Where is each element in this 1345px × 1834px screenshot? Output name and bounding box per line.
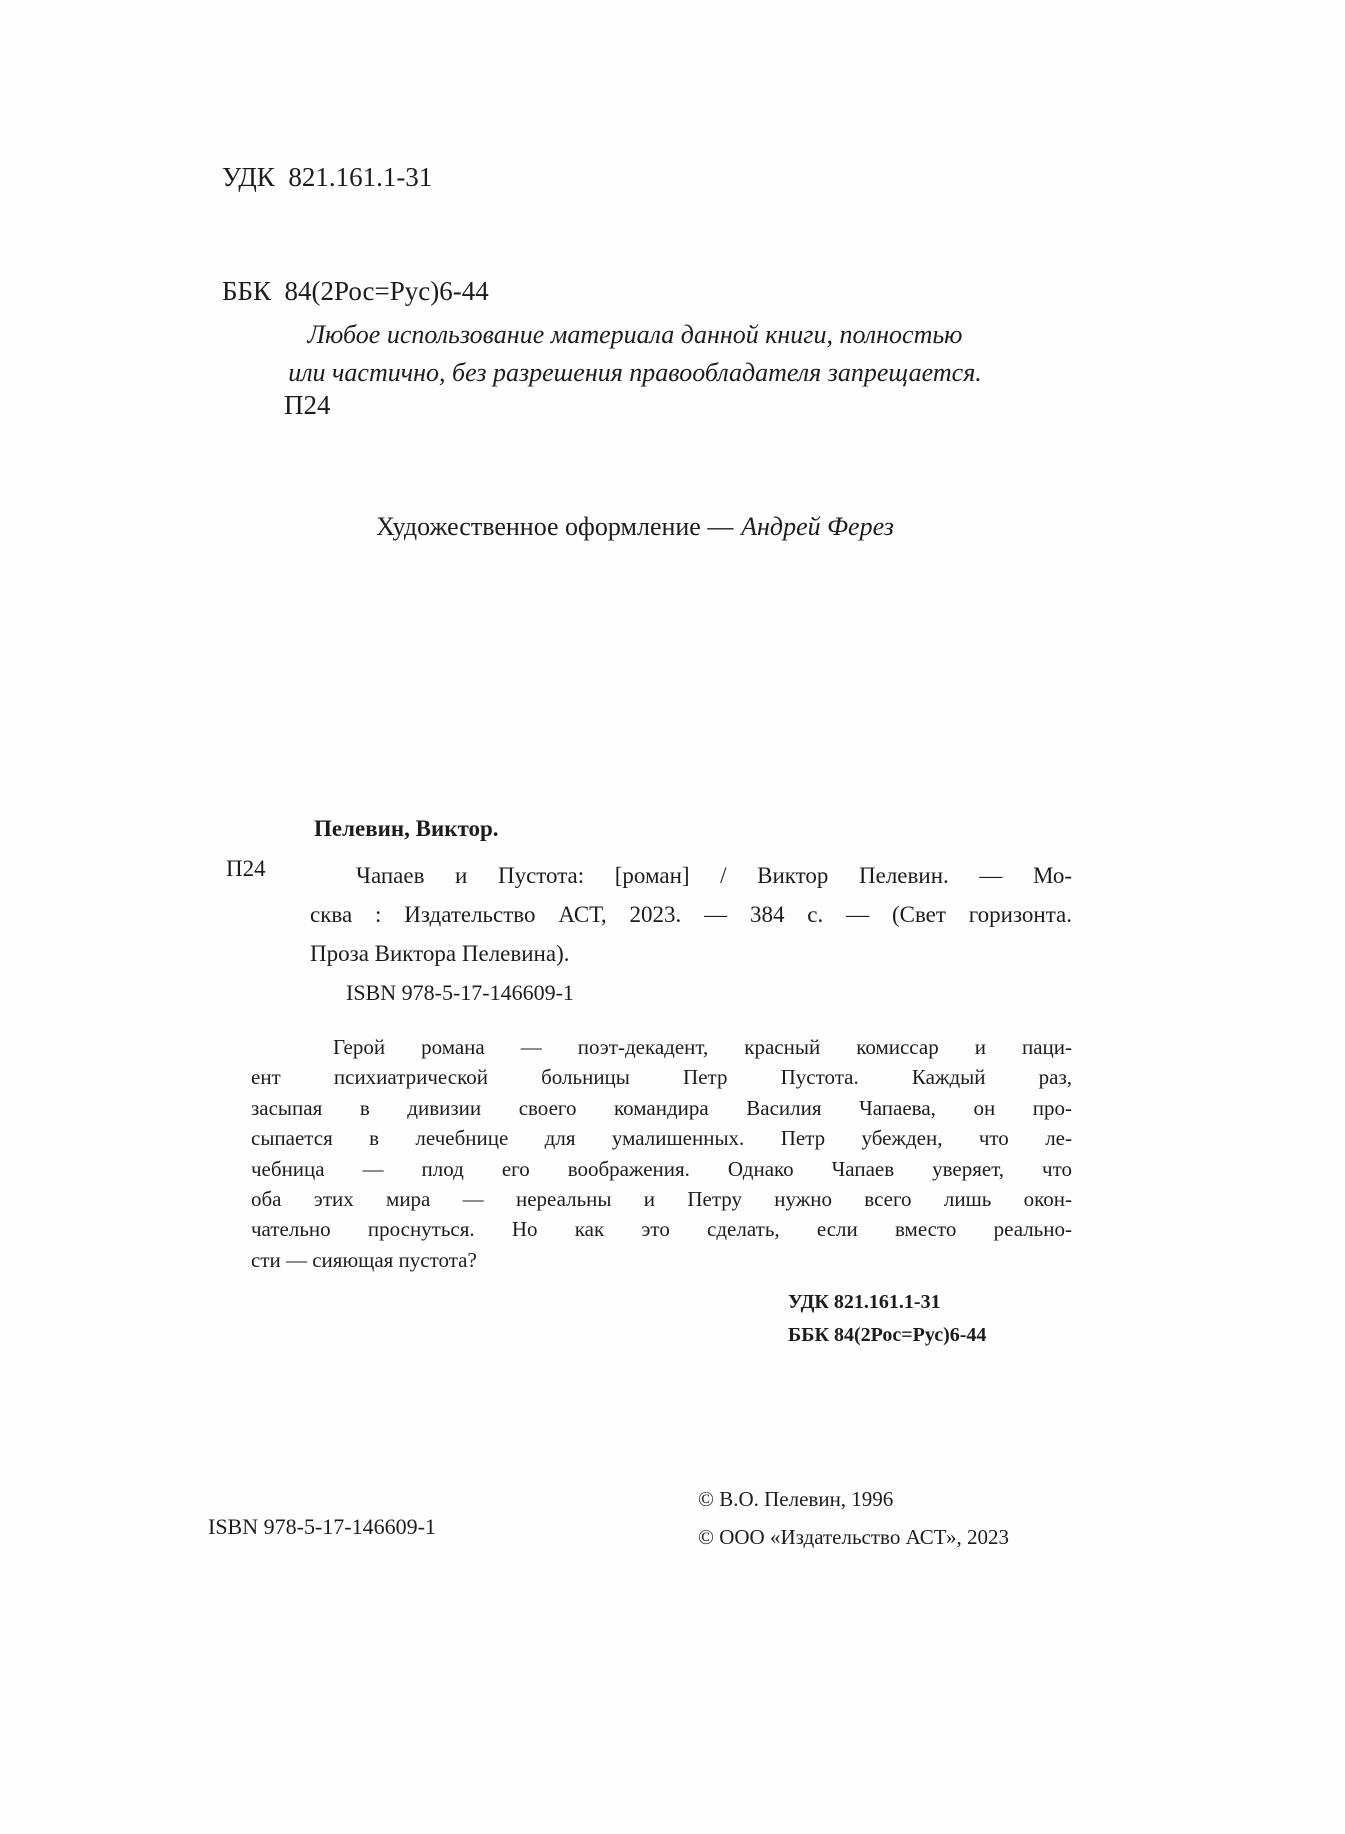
annotation-line: чательно проснуться. Но как это сделать, если вместо реально- <box>251 1217 1072 1242</box>
bibliographic-entry-line: Проза Виктора Пелевина). <box>310 941 570 966</box>
rights-notice-line: или частично, без разрешения правообладателя запрещается. <box>288 358 982 387</box>
annotation-line: чебница — плод его воображения. Однако Чапаев уверяет, что <box>251 1156 1072 1181</box>
author-heading: Пелевин, Виктор. <box>314 816 499 841</box>
annotation-line: ент психиатрической больницы Петр Пустота. Каждый раз, <box>251 1065 1072 1090</box>
annotation-line: сти — сияющая пустота? <box>251 1247 477 1272</box>
copyright-author: © В.О. Пелевин, 1996 <box>698 1487 894 1511</box>
design-credit-label: Художественное оформление — <box>376 512 734 541</box>
catalog-author-sign: П24 <box>226 856 266 881</box>
design-credit <box>215 512 1055 542</box>
catalog-isbn: ISBN 978-5-17-146609-1 <box>346 980 574 1005</box>
author-sign: П24 <box>284 390 331 420</box>
rights-notice-line: Любое использование материала данной книги, полностью <box>307 320 963 349</box>
card-udk-code: УДК 821.161.1-31 <box>788 1291 941 1313</box>
card-classification-block <box>788 1286 986 1352</box>
footer-isbn: ISBN 978-5-17-146609-1 <box>208 1514 436 1539</box>
designer-name: Андрей Ферез <box>741 512 894 541</box>
bibliographic-entry <box>310 856 1072 973</box>
copyright-block <box>698 1480 1009 1556</box>
annotation-line: засыпая в дивизии своего командира Василия Чапаева, он про- <box>251 1095 1072 1120</box>
bbk-code: ББК 84(2Рос=Рус)6-44 <box>222 276 489 306</box>
top-classification-block <box>222 82 489 500</box>
annotation <box>251 1032 1072 1275</box>
annotation-line: сыпается в лечебнице для умалишенных. Петр убежден, что ле- <box>251 1126 1072 1151</box>
card-bbk-code: ББК 84(2Рос=Рус)6-44 <box>788 1324 987 1346</box>
copyright-publisher: © ООО «Издательство АСТ», 2023 <box>698 1525 1009 1549</box>
rights-notice <box>215 316 1055 392</box>
bibliographic-entry-line: сква : Издательство АСТ, 2023. — 384 с. — (Свет горизонта. <box>310 902 1072 927</box>
annotation-line: оба этих мира — нереальны и Петру нужно всего лишь окон- <box>251 1187 1072 1212</box>
udk-code: УДК 821.161.1-31 <box>222 162 433 192</box>
bibliographic-entry-line: Чапаев и Пустота: [роман] / Виктор Пелевин. — Мо- <box>356 863 1072 888</box>
annotation-line: Герой романа — поэт-декадент, красный комиссар и паци- <box>333 1035 1072 1059</box>
